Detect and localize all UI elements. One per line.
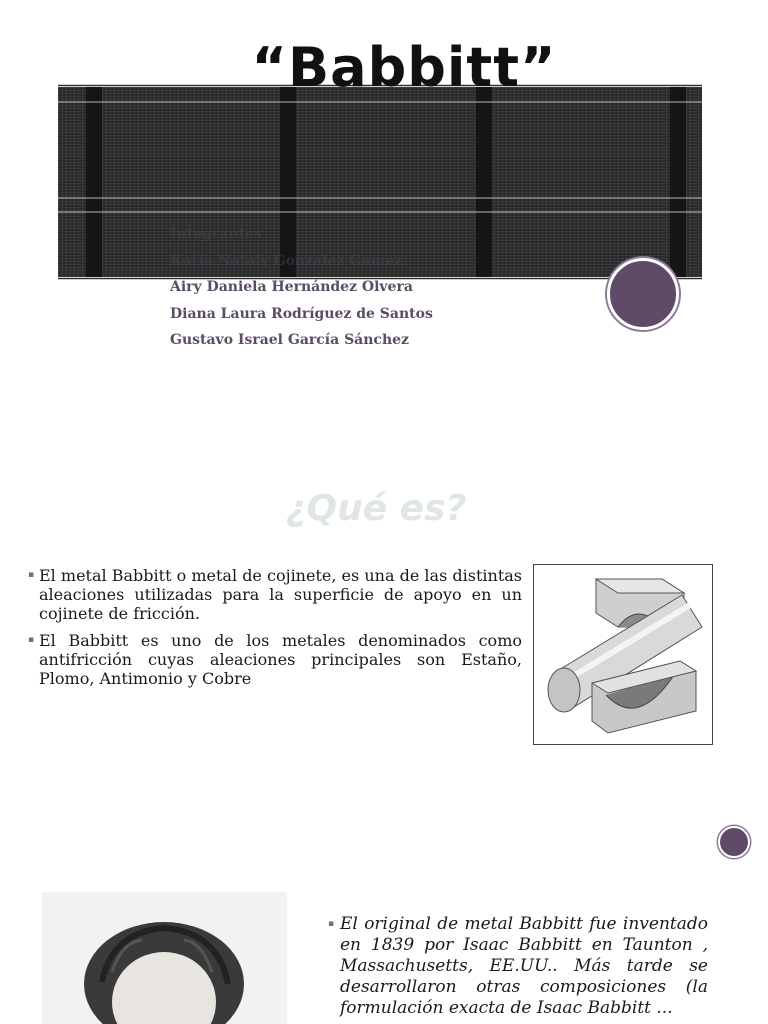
member-name: Karla Nataly Gonzalez Gomez xyxy=(170,252,403,269)
portrait-illustration xyxy=(42,892,287,1024)
bullet-text: El metal Babbitt o metal de cojinete, es una de las distintas aleaciones utilizadas para la superficie de apoyo en un cojinete de fricción. xyxy=(39,566,522,623)
bullet-icon: ▪ xyxy=(28,635,35,645)
bullet-icon: ▪ xyxy=(328,919,335,929)
bullet-icon: ▪ xyxy=(28,570,35,580)
decorative-circle xyxy=(718,826,750,858)
members-heading: Integrantes xyxy=(170,226,262,242)
history-text: El original de metal Babbitt fue inventado en 1839 por Isaac Babbitt en Taunton , Massachusetts, EE.UU.. Más tarde se desarrollaron otras composiciones (la formulación exacta de Isaac Babbitt ... xyxy=(340,914,708,1018)
portrait-drawing xyxy=(42,892,287,1024)
member-name: Diana Laura Rodríguez de Santos xyxy=(170,305,433,322)
banner-stripe xyxy=(670,87,686,277)
banner-line xyxy=(58,197,702,199)
section-heading: ¿Qué es? xyxy=(285,488,467,529)
bearing-illustration xyxy=(533,564,713,745)
bullet-list xyxy=(28,566,522,696)
banner-line xyxy=(58,211,702,213)
banner-line xyxy=(58,101,702,103)
bullet-item xyxy=(28,631,522,688)
decorative-circle xyxy=(607,258,679,330)
history-paragraph xyxy=(328,914,708,1019)
member-name: Airy Daniela Hernández Olvera xyxy=(170,279,413,295)
bullet-text: El Babbitt es uno de los metales denominados como antifricción cuyas aleaciones principales son Estaño, Plomo, Antimonio y Cobre xyxy=(39,631,522,688)
banner-stripe xyxy=(86,87,102,277)
banner-stripe xyxy=(476,87,492,277)
members-list xyxy=(170,221,433,354)
slide-title: “Babbitt” xyxy=(251,36,557,99)
member-name: Gustavo Israel García Sánchez xyxy=(170,332,409,348)
bearing-drawing xyxy=(534,565,712,744)
bullet-item xyxy=(28,566,522,623)
